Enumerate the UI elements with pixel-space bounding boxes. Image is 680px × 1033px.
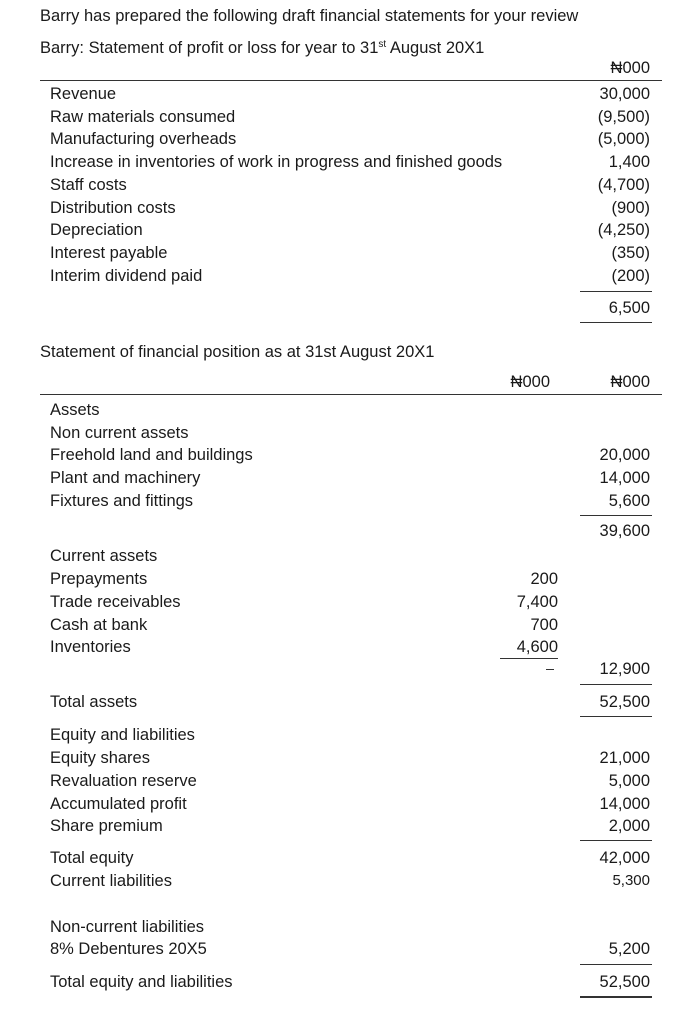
pl-row-label: Increase in inventories of work in progress and finished goods (50, 153, 503, 172)
ca-subtotal-rule (500, 658, 558, 659)
pl-row-value: 1,400 (608, 153, 650, 172)
eq-row-label: Revaluation reserve (50, 771, 197, 790)
pl-subtotal-rule (580, 291, 652, 292)
assets-heading: Assets (50, 401, 100, 419)
ca-row-value: 7,400 (516, 592, 558, 611)
deb-value: 5,200 (608, 940, 650, 958)
pl-row-label: Raw materials consumed (50, 107, 236, 126)
pl-row-label: Interim dividend paid (50, 266, 203, 285)
cl-label: Current liabilities (50, 872, 172, 890)
ca-total: 12,900 (599, 660, 650, 678)
intro-text: Barry has prepared the following draft financial statements for your review (40, 7, 579, 25)
pl-title: Barry: Statement of profit or loss for year to 31st August 20X1 (40, 39, 485, 57)
pl-row-value: (4,700) (597, 175, 650, 194)
nca-subtotal-rule (580, 515, 652, 516)
ca-subtotal-tick (546, 669, 554, 670)
pl-header-rule (40, 80, 662, 81)
fp-header-rule (40, 394, 662, 395)
ca-row-value: 700 (530, 615, 558, 634)
nca-row-label: Fixtures and fittings (50, 491, 194, 510)
ca-row-label: Prepayments (50, 570, 148, 588)
fp-title: Statement of financial position as at 31st August 20X1 (40, 343, 435, 361)
eq-row-value: 5,000 (608, 771, 650, 790)
nca-row-value: 20,000 (599, 446, 650, 464)
pl-row-value: (900) (611, 198, 650, 217)
ca-row-value: 200 (530, 570, 558, 588)
fp-col2-header: ₦000 (610, 373, 650, 391)
pl-row-label: Interest payable (50, 243, 168, 262)
eq-subtotal-rule (580, 840, 652, 841)
eq-row-value: 14,000 (599, 794, 650, 813)
pl-row-value: (5,000) (597, 130, 650, 149)
pl-row-value: (350) (611, 243, 650, 262)
ca-row-value: 4,600 (516, 638, 558, 657)
pl-row-label: Revenue (50, 85, 117, 103)
pl-total-rule (580, 322, 652, 323)
pl-row-label: Distribution costs (50, 198, 176, 217)
nca-row-label: Plant and machinery (50, 468, 201, 487)
fp-col1-header: ₦000 (510, 373, 550, 391)
ca-row-label: Trade receivables (50, 592, 181, 611)
total-assets-value: 52,500 (599, 693, 650, 711)
ncl-heading: Non-current liabilities (50, 918, 205, 936)
eq-row-label: Equity shares (50, 749, 150, 767)
ca-row-label: Cash at bank (50, 615, 148, 634)
total-assets-rule (580, 716, 652, 717)
pl-row-label: Depreciation (50, 221, 143, 240)
deb-rule (580, 964, 652, 965)
pl-row-label: Manufacturing overheads (50, 130, 237, 149)
ca-total-rule (580, 684, 652, 685)
pl-currency-header: ₦000 (610, 59, 650, 77)
nca-row-value: 14,000 (599, 468, 650, 487)
ca-heading: Current assets (50, 547, 158, 565)
cl-value: 5,300 (612, 872, 650, 889)
tel-label: Total equity and liabilities (50, 973, 233, 991)
total-equity-label: Total equity (50, 849, 134, 867)
pl-total: 6,500 (608, 299, 650, 317)
eq-row-label: Share premium (50, 817, 163, 836)
pl-row-value: (4,250) (597, 221, 650, 240)
pl-row-value: (200) (611, 266, 650, 285)
total-assets-label: Total assets (50, 693, 138, 711)
nca-row-value: 5,600 (608, 491, 650, 510)
nca-total: 39,600 (599, 522, 650, 540)
nca-heading: Non current assets (50, 424, 189, 442)
eq-row-label: Accumulated profit (50, 794, 187, 813)
pl-row-value: 30,000 (599, 85, 650, 103)
eq-row-value: 2,000 (608, 817, 650, 836)
pl-row-label: Staff costs (50, 175, 127, 194)
eq-heading: Equity and liabilities (50, 726, 195, 744)
total-equity-value: 42,000 (599, 849, 650, 867)
ca-row-label: Inventories (50, 638, 131, 657)
eq-row-value: 21,000 (599, 749, 650, 767)
tel-rule (580, 996, 652, 998)
tel-value: 52,500 (599, 973, 650, 991)
pl-row-value: (9,500) (597, 107, 650, 126)
deb-label: 8% Debentures 20X5 (50, 940, 207, 958)
nca-row-label: Freehold land and buildings (50, 446, 253, 464)
